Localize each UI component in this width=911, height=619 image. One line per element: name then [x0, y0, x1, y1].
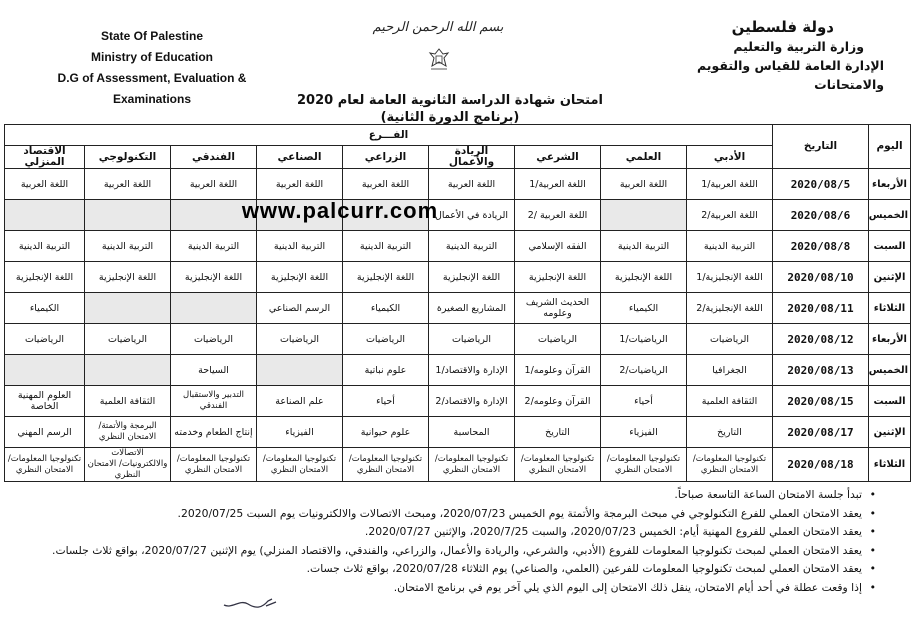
header-branch-name: العلمي	[601, 146, 687, 169]
table-row	[5, 293, 911, 324]
subject-cell: الحديث الشريف وعلومه	[515, 293, 601, 324]
subject-cell: الرياضيات	[687, 324, 773, 355]
day-cell: الإثنين	[869, 262, 911, 293]
date-cell: 2020/08/18	[773, 448, 869, 482]
subject-cell: تكنولوجيا المعلومات/ الامتحان النظري	[5, 448, 85, 482]
subject-cell: الاتصالات والالكترونيات/ الامتحان النظري	[85, 448, 171, 482]
header-branch-name: الزراعي	[343, 146, 429, 169]
ministry-name-en: Ministry of Education	[90, 50, 213, 64]
table-row	[5, 355, 911, 386]
state-name-ar: دولة فلسطين	[731, 18, 834, 36]
subject-cell: التربية الدينية	[257, 231, 343, 262]
header-branch: الفـــرع	[5, 125, 773, 146]
subject-cell: التاريخ	[515, 417, 601, 448]
subject-cell	[5, 200, 85, 231]
subject-cell: الفيزياء	[257, 417, 343, 448]
subject-cell: الكيمياء	[601, 293, 687, 324]
header-day: اليوم	[869, 125, 911, 169]
exam-title-sub: (برنامج الدورة الثانية)	[380, 110, 520, 125]
subject-cell: اللغة العربية	[257, 169, 343, 200]
subject-cell: الريادة في الأعمال	[429, 200, 515, 231]
subject-cell: أحياء	[343, 386, 429, 417]
subject-cell: علوم نباتية	[343, 355, 429, 386]
day-cell: الخميس	[869, 200, 911, 231]
day-cell: السبت	[869, 386, 911, 417]
subject-cell: اللغة العربية /2	[515, 200, 601, 231]
date-cell: 2020/08/6	[773, 200, 869, 231]
subject-cell: الرياضيات	[429, 324, 515, 355]
day-cell: الثلاثاء	[869, 293, 911, 324]
subject-cell: الثقافة العلمية	[85, 386, 171, 417]
subject-cell	[85, 293, 171, 324]
table-row	[5, 169, 911, 200]
subject-cell: الرسم الصناعي	[257, 293, 343, 324]
schedule-table-wrapper	[4, 124, 908, 482]
subject-cell: تكنولوجيا المعلومات/ الامتحان النظري	[257, 448, 343, 482]
header-date: التاريخ	[773, 125, 869, 169]
subject-cell: اللغة الإنجليزية/2	[687, 293, 773, 324]
notes-section	[16, 486, 876, 597]
subject-cell: تكنولوجيا المعلومات/ الامتحان النظري	[515, 448, 601, 482]
header-arabic	[634, 18, 884, 94]
subject-cell: العلوم المهنية الخاصة	[5, 386, 85, 417]
note-item: • يعقد الامتحان العملي لمبحث تكنولوجيا المعلومات للفروع (الأدبي، والشرعي، والريادة والأعمال، والزراعي، والفندقي، والاقتصاد المنزلي) يوم الإثنين 2020/07/27، بواقع ثلاث جلسات.	[16, 542, 862, 561]
subject-cell: الفيزياء	[601, 417, 687, 448]
header-branch-name: الريادة والأعمال	[429, 146, 515, 169]
subject-cell	[85, 355, 171, 386]
table-row	[5, 200, 911, 231]
header-branch-name: التكنولوجي	[85, 146, 171, 169]
subject-cell	[5, 355, 85, 386]
subject-cell: الكيمياء	[5, 293, 85, 324]
subject-cell: تكنولوجيا المعلومات/ الامتحان النظري	[601, 448, 687, 482]
subject-cell: علم الصناعة	[257, 386, 343, 417]
table-row	[5, 417, 911, 448]
subject-cell: الرسم المهني	[5, 417, 85, 448]
subject-cell: الرياضيات	[5, 324, 85, 355]
subject-cell	[343, 200, 429, 231]
date-cell: 2020/08/11	[773, 293, 869, 324]
subject-cell: تكنولوجيا المعلومات/ الامتحان النظري	[429, 448, 515, 482]
subject-cell: اللغة الإنجليزية	[429, 262, 515, 293]
subject-cell	[85, 200, 171, 231]
table-row	[5, 324, 911, 355]
subject-cell: البرمجة والأتمتة/ الامتحان النظري	[85, 417, 171, 448]
subject-cell: الإدارة والاقتصاد/2	[429, 386, 515, 417]
subject-cell: التربية الدينية	[5, 231, 85, 262]
date-cell: 2020/08/8	[773, 231, 869, 262]
subject-cell	[171, 293, 257, 324]
subject-cell: اللغة الإنجليزية	[85, 262, 171, 293]
website-watermark: www.palcurr.com	[241, 198, 439, 223]
table-row	[5, 386, 911, 417]
subject-cell: علوم حيوانية	[343, 417, 429, 448]
subject-cell: اللغة الإنجليزية	[343, 262, 429, 293]
subject-cell: اللغة العربية/1	[515, 169, 601, 200]
department-name-ar: الإدارة العامة للقياس والتقويم والامتحانات	[697, 58, 884, 92]
subject-cell: اللغة العربية/1	[687, 169, 773, 200]
subject-cell: السياحة	[171, 355, 257, 386]
table-row	[5, 231, 911, 262]
note-item: • يعقد الامتحان العملي للفروع المهنية أيام: الخميس 2020/07/23، والسبت 2020/7/25، والإثنين 2020/07/27.	[16, 523, 862, 542]
day-cell: الثلاثاء	[869, 448, 911, 482]
note-item: • إذا وقعت عطلة في أحد أيام الامتحان، ينقل ذلك الامتحان إلى اليوم الذي يلي آخر يوم في برنامج الامتحان.	[16, 579, 862, 598]
subject-cell: اللغة الإنجليزية	[257, 262, 343, 293]
subject-cell: الرياضيات	[343, 324, 429, 355]
date-cell: 2020/08/5	[773, 169, 869, 200]
header-branch-name: الاقتصاد المنزلي	[5, 146, 85, 169]
date-cell: 2020/08/12	[773, 324, 869, 355]
subject-cell: القرآن وعلومه/1	[515, 355, 601, 386]
subject-cell: الرياضيات	[85, 324, 171, 355]
palestine-emblem-icon	[426, 46, 452, 72]
subject-cell: اللغة العربية/2	[687, 200, 773, 231]
note-item: • يعقد الامتحان العملي لمبحث تكنولوجيا المعلومات للفرعين (العلمي، والصناعي) يوم الثلاثاء 2020/07/28، بواقع ثلاث جسات.	[16, 560, 862, 579]
subject-cell: اللغة العربية	[171, 169, 257, 200]
subject-cell: تكنولوجيا المعلومات/ الامتحان النظري	[171, 448, 257, 482]
exam-title-main: امتحان شهادة الدراسة الثانوية العامة لعام 2020	[297, 93, 603, 108]
subject-cell: اللغة العربية	[5, 169, 85, 200]
subject-cell: الرياضيات	[515, 324, 601, 355]
subject-cell: الرياضيات/1	[601, 324, 687, 355]
date-cell: 2020/08/10	[773, 262, 869, 293]
subject-cell: الإدارة والاقتصاد/1	[429, 355, 515, 386]
subject-cell: التربية الدينية	[429, 231, 515, 262]
subject-cell	[257, 200, 343, 231]
subject-cell: اللغة الإنجليزية	[5, 262, 85, 293]
state-name-en: State Of Palestine	[100, 29, 204, 43]
subject-cell: التربية الدينية	[687, 231, 773, 262]
subject-cell	[171, 200, 257, 231]
subject-cell: الجغرافيا	[687, 355, 773, 386]
subject-cell: الرياضيات	[257, 324, 343, 355]
date-cell: 2020/08/17	[773, 417, 869, 448]
bismillah-calligraphy: بسم الله الرحمن الرحيم	[372, 20, 504, 35]
day-cell: الأربعاء	[869, 169, 911, 200]
day-cell: الأربعاء	[869, 324, 911, 355]
table-row	[5, 448, 911, 482]
header-branch-name: الصناعي	[257, 146, 343, 169]
notes-list	[16, 486, 876, 597]
note-item: • يعقد الامتحان العملي للفرع التكنولوجي في مبحث البرمجة والأتمتة يوم الخميس 2020/07/23، ومبحث الاتصالات والالكترونيات يوم السبت 2020/07/25.	[16, 505, 862, 524]
subject-cell: اللغة الإنجليزية	[515, 262, 601, 293]
subject-cell: الكيمياء	[343, 293, 429, 324]
subject-cell: اللغة العربية	[601, 169, 687, 200]
header-branch-name: الفندقي	[171, 146, 257, 169]
subject-cell: القرآن وعلومه/2	[515, 386, 601, 417]
header-branch-name: الشرعي	[515, 146, 601, 169]
subject-cell	[257, 355, 343, 386]
subject-cell: التربية الدينية	[85, 231, 171, 262]
department-name-en: D.G of Assessment, Evaluation & Examinations	[57, 71, 247, 106]
day-cell: الإثنين	[869, 417, 911, 448]
note-item: • تبدأ جلسة الامتحان الساعة التاسعة صباحاً.	[16, 486, 862, 505]
subject-cell: إنتاج الطعام وخدمته	[171, 417, 257, 448]
subject-cell: التاريخ	[687, 417, 773, 448]
schedule-body	[5, 169, 911, 482]
exam-title	[220, 92, 680, 126]
subject-cell: التربية الدينية	[601, 231, 687, 262]
signature-mark	[222, 596, 278, 610]
subject-cell: التربية الدينية	[343, 231, 429, 262]
subject-cell: المشاريع الصغيرة	[429, 293, 515, 324]
subject-cell	[601, 200, 687, 231]
ministry-name-ar: وزارة التربية والتعليم	[733, 39, 864, 54]
date-cell: 2020/08/13	[773, 355, 869, 386]
subject-cell: اللغة العربية	[343, 169, 429, 200]
subject-cell: المحاسبة	[429, 417, 515, 448]
subject-cell: اللغة العربية	[85, 169, 171, 200]
exam-schedule-table	[4, 124, 911, 482]
table-row	[5, 262, 911, 293]
subject-cell: اللغة الإنجليزية/1	[687, 262, 773, 293]
subject-cell: الرياضيات/2	[601, 355, 687, 386]
subject-cell: الفقه الإسلامي	[515, 231, 601, 262]
day-cell: السبت	[869, 231, 911, 262]
date-cell: 2020/08/15	[773, 386, 869, 417]
day-cell: الخميس	[869, 355, 911, 386]
subject-cell: تكنولوجيا المعلومات/ الامتحان النظري	[687, 448, 773, 482]
header-branch-name: الأدبي	[687, 146, 773, 169]
subject-cell: أحياء	[601, 386, 687, 417]
subject-cell: الثقافة العلمية	[687, 386, 773, 417]
subject-cell: اللغة الإنجليزية	[171, 262, 257, 293]
subject-cell: تكنولوجيا المعلومات/ الامتحان النظري	[343, 448, 429, 482]
subject-cell: اللغة العربية	[429, 169, 515, 200]
subject-cell: التربية الدينية	[171, 231, 257, 262]
subject-cell: اللغة الإنجليزية	[601, 262, 687, 293]
subject-cell: الرياضيات	[171, 324, 257, 355]
subject-cell: التدبير والاستقبال الفندقي	[171, 386, 257, 417]
